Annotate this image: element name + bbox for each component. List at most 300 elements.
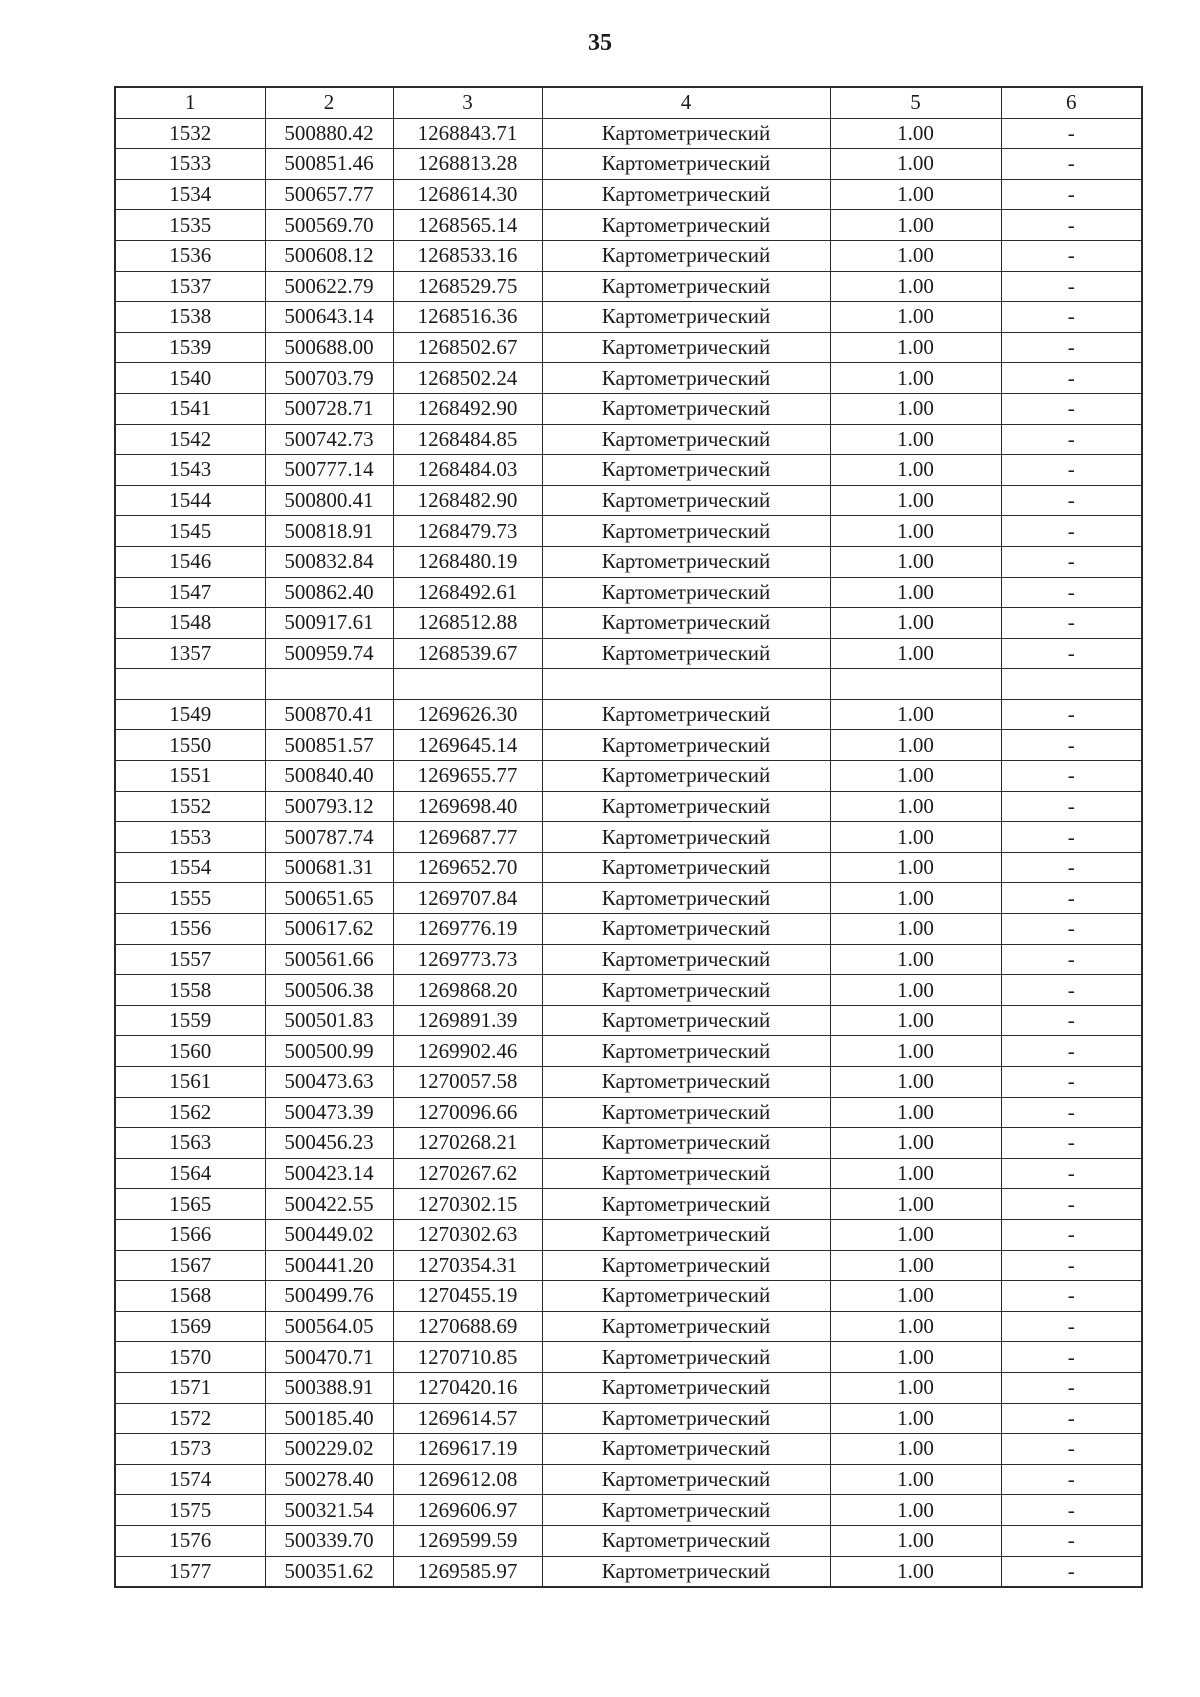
- table-cell: Картометрический: [542, 699, 830, 730]
- table-cell: -: [1001, 1067, 1142, 1098]
- table-cell: 1268484.03: [393, 455, 542, 486]
- table-cell: 1.00: [830, 1097, 1001, 1128]
- table-cell: 500321.54: [265, 1495, 393, 1526]
- table-cell: 1576: [115, 1525, 265, 1556]
- column-header: 4: [542, 87, 830, 118]
- table-cell: 1533: [115, 149, 265, 180]
- table-cell: 500229.02: [265, 1434, 393, 1465]
- table-cell: 1270688.69: [393, 1311, 542, 1342]
- table-cell: [830, 669, 1001, 700]
- table-cell: 500388.91: [265, 1372, 393, 1403]
- table-cell: 1.00: [830, 1219, 1001, 1250]
- table-cell: 1.00: [830, 1372, 1001, 1403]
- table-cell: 1269773.73: [393, 944, 542, 975]
- table-cell: 1569: [115, 1311, 265, 1342]
- table-cell: Картометрический: [542, 852, 830, 883]
- table-cell: 1548: [115, 608, 265, 639]
- table-cell: 1.00: [830, 363, 1001, 394]
- table-row: [115, 240, 1142, 271]
- table-cell: -: [1001, 1372, 1142, 1403]
- table-cell: -: [1001, 1005, 1142, 1036]
- table-cell: 1269652.70: [393, 852, 542, 883]
- table-row: [115, 730, 1142, 761]
- table-cell: 1357: [115, 638, 265, 669]
- table-cell: [265, 669, 393, 700]
- table-cell: Картометрический: [542, 1036, 830, 1067]
- table-cell: Картометрический: [542, 516, 830, 547]
- table-row: [115, 608, 1142, 639]
- table-cell: Картометрический: [542, 1158, 830, 1189]
- table-cell: 1.00: [830, 730, 1001, 761]
- table-cell: 1541: [115, 393, 265, 424]
- table-cell: Картометрический: [542, 1372, 830, 1403]
- table-cell: 500506.38: [265, 975, 393, 1006]
- table-row: [115, 1281, 1142, 1312]
- table-cell: 500777.14: [265, 455, 393, 486]
- table-row: [115, 1372, 1142, 1403]
- page-number: 35: [588, 30, 612, 56]
- table-row: [115, 1495, 1142, 1526]
- table-cell: 1538: [115, 302, 265, 333]
- table-cell: -: [1001, 1097, 1142, 1128]
- table-cell: -: [1001, 1219, 1142, 1250]
- table-cell: 1268484.85: [393, 424, 542, 455]
- table-cell: 1.00: [830, 179, 1001, 210]
- table-cell: 1.00: [830, 302, 1001, 333]
- table-cell: 1552: [115, 791, 265, 822]
- table-cell: 1.00: [830, 852, 1001, 883]
- table-cell: 1268479.73: [393, 516, 542, 547]
- table-cell: 500500.99: [265, 1036, 393, 1067]
- table-cell: Картометрический: [542, 761, 830, 792]
- table-cell: 1559: [115, 1005, 265, 1036]
- table-cell: Картометрический: [542, 1219, 830, 1250]
- table-cell: Картометрический: [542, 210, 830, 241]
- table-cell: 1555: [115, 883, 265, 914]
- column-header: 3: [393, 87, 542, 118]
- table-cell: 1269687.77: [393, 822, 542, 853]
- table-cell: 1535: [115, 210, 265, 241]
- table-cell: 1270096.66: [393, 1097, 542, 1128]
- table-cell: 1553: [115, 822, 265, 853]
- table-row: [115, 914, 1142, 945]
- table-cell: -: [1001, 699, 1142, 730]
- table-cell: 500185.40: [265, 1403, 393, 1434]
- table-cell: 1270302.63: [393, 1219, 542, 1250]
- table-cell: 1534: [115, 179, 265, 210]
- table-cell: 500569.70: [265, 210, 393, 241]
- table-cell: 500423.14: [265, 1158, 393, 1189]
- table-cell: Картометрический: [542, 546, 830, 577]
- table-cell: -: [1001, 1250, 1142, 1281]
- table-cell: 1.00: [830, 1036, 1001, 1067]
- table-cell: 1.00: [830, 1067, 1001, 1098]
- table-row: [115, 179, 1142, 210]
- table-cell: -: [1001, 363, 1142, 394]
- table-cell: 1268480.19: [393, 546, 542, 577]
- table-cell: Картометрический: [542, 1067, 830, 1098]
- table-cell: 1270455.19: [393, 1281, 542, 1312]
- table-cell: 1269698.40: [393, 791, 542, 822]
- table-cell: 1.00: [830, 1434, 1001, 1465]
- table-cell: 500456.23: [265, 1128, 393, 1159]
- table-cell: -: [1001, 730, 1142, 761]
- table-cell: 1560: [115, 1036, 265, 1067]
- table-cell: [393, 669, 542, 700]
- table-cell: Картометрический: [542, 822, 830, 853]
- table-cell: Картометрический: [542, 577, 830, 608]
- table-cell: 500608.12: [265, 240, 393, 271]
- table-cell: 1567: [115, 1250, 265, 1281]
- table-cell: -: [1001, 1525, 1142, 1556]
- table-cell: 1.00: [830, 149, 1001, 180]
- table-cell: 1269868.20: [393, 975, 542, 1006]
- table-cell: Картометрический: [542, 455, 830, 486]
- table-cell: -: [1001, 852, 1142, 883]
- table-cell: 1562: [115, 1097, 265, 1128]
- table-cell: 1551: [115, 761, 265, 792]
- column-header: 5: [830, 87, 1001, 118]
- table-cell: -: [1001, 791, 1142, 822]
- table-cell: Картометрический: [542, 179, 830, 210]
- table-cell: 1539: [115, 332, 265, 363]
- table-cell: 1542: [115, 424, 265, 455]
- table-cell: Картометрический: [542, 1097, 830, 1128]
- table-cell: 1.00: [830, 1281, 1001, 1312]
- table-cell: 500870.41: [265, 699, 393, 730]
- table-row: [115, 1036, 1142, 1067]
- table-cell: Картометрический: [542, 1128, 830, 1159]
- table-cell: -: [1001, 1281, 1142, 1312]
- table-row: [115, 638, 1142, 669]
- table-cell: 500499.76: [265, 1281, 393, 1312]
- table-row: [115, 1342, 1142, 1373]
- coordinates-table: [114, 86, 1143, 1588]
- table-cell: -: [1001, 546, 1142, 577]
- table-cell: 1269612.08: [393, 1464, 542, 1495]
- table-cell: 1549: [115, 699, 265, 730]
- table-cell: 1550: [115, 730, 265, 761]
- table-cell: -: [1001, 822, 1142, 853]
- table-cell: 1546: [115, 546, 265, 577]
- table-cell: 1.00: [830, 638, 1001, 669]
- table-row: [115, 393, 1142, 424]
- table-cell: Картометрический: [542, 393, 830, 424]
- table-cell: 1270302.15: [393, 1189, 542, 1220]
- table-row: [115, 1158, 1142, 1189]
- table-cell: 500880.42: [265, 118, 393, 149]
- table-cell: Картометрический: [542, 883, 830, 914]
- table-cell: Картометрический: [542, 1495, 830, 1526]
- table-cell: 1570: [115, 1342, 265, 1373]
- table-cell: 500470.71: [265, 1342, 393, 1373]
- table-row: [115, 210, 1142, 241]
- table-cell: 500657.77: [265, 179, 393, 210]
- table-cell: 1269707.84: [393, 883, 542, 914]
- table-cell: -: [1001, 302, 1142, 333]
- table-cell: 1269902.46: [393, 1036, 542, 1067]
- table-cell: 500800.41: [265, 485, 393, 516]
- table-cell: -: [1001, 179, 1142, 210]
- table-cell: 500622.79: [265, 271, 393, 302]
- table-cell: 1540: [115, 363, 265, 394]
- table-cell: -: [1001, 393, 1142, 424]
- table-cell: Картометрический: [542, 1281, 830, 1312]
- table-cell: 1.00: [830, 699, 1001, 730]
- table-cell: 1269891.39: [393, 1005, 542, 1036]
- table-cell: 1268512.88: [393, 608, 542, 639]
- table-cell: 500351.62: [265, 1556, 393, 1587]
- table-cell: Картометрический: [542, 363, 830, 394]
- table-cell: Картометрический: [542, 1525, 830, 1556]
- table-row: [115, 944, 1142, 975]
- table-cell: -: [1001, 1342, 1142, 1373]
- table-body: [115, 118, 1142, 1587]
- table-row: [115, 1311, 1142, 1342]
- table-cell: 1.00: [830, 1342, 1001, 1373]
- table-cell: 1269645.14: [393, 730, 542, 761]
- table-cell: 1268614.30: [393, 179, 542, 210]
- table-cell: -: [1001, 1434, 1142, 1465]
- table-cell: Картометрический: [542, 944, 830, 975]
- table-cell: 1568: [115, 1281, 265, 1312]
- table-cell: 1268492.90: [393, 393, 542, 424]
- table-cell: 1.00: [830, 516, 1001, 547]
- table-row: [115, 699, 1142, 730]
- table-cell: 1.00: [830, 1403, 1001, 1434]
- table-header-row: [115, 87, 1142, 118]
- column-header: 6: [1001, 87, 1142, 118]
- table-cell: 1.00: [830, 577, 1001, 608]
- table-row: [115, 1403, 1142, 1434]
- table-cell: 1573: [115, 1434, 265, 1465]
- table-row: [115, 761, 1142, 792]
- table-cell: 1547: [115, 577, 265, 608]
- table-cell: 500422.55: [265, 1189, 393, 1220]
- table-cell: 1544: [115, 485, 265, 516]
- table-cell: 500840.40: [265, 761, 393, 792]
- table-cell: [1001, 669, 1142, 700]
- table-row: [115, 1464, 1142, 1495]
- table-cell: [542, 669, 830, 700]
- table-row: [115, 516, 1142, 547]
- table-cell: 1557: [115, 944, 265, 975]
- table-cell: 1.00: [830, 1556, 1001, 1587]
- table-row: [115, 363, 1142, 394]
- table-cell: 1532: [115, 118, 265, 149]
- table-row: [115, 577, 1142, 608]
- table-row: [115, 546, 1142, 577]
- table-cell: -: [1001, 1036, 1142, 1067]
- table-cell: 1268482.90: [393, 485, 542, 516]
- table-cell: 1571: [115, 1372, 265, 1403]
- table-row: [115, 149, 1142, 180]
- table-cell: -: [1001, 1128, 1142, 1159]
- table-cell: Картометрический: [542, 1189, 830, 1220]
- table-cell: 1269606.97: [393, 1495, 542, 1526]
- table-cell: 1268539.67: [393, 638, 542, 669]
- table-row: [115, 485, 1142, 516]
- table-cell: 1556: [115, 914, 265, 945]
- table-cell: 1.00: [830, 761, 1001, 792]
- table-row: [115, 1556, 1142, 1587]
- table-row: [115, 822, 1142, 853]
- table-cell: 1537: [115, 271, 265, 302]
- table-cell: 500643.14: [265, 302, 393, 333]
- table-cell: 1268492.61: [393, 577, 542, 608]
- table-row: [115, 271, 1142, 302]
- table-cell: 1270710.85: [393, 1342, 542, 1373]
- table-cell: 500851.46: [265, 149, 393, 180]
- table-cell: 1269614.57: [393, 1403, 542, 1434]
- table-cell: 1561: [115, 1067, 265, 1098]
- table-cell: 1564: [115, 1158, 265, 1189]
- table-cell: 1558: [115, 975, 265, 1006]
- table-cell: Картометрический: [542, 1311, 830, 1342]
- table-cell: 1268516.36: [393, 302, 542, 333]
- table-cell: -: [1001, 118, 1142, 149]
- table-cell: 1.00: [830, 608, 1001, 639]
- table-cell: 1270354.31: [393, 1250, 542, 1281]
- table-cell: -: [1001, 1189, 1142, 1220]
- table-cell: 1.00: [830, 975, 1001, 1006]
- table-row: [115, 1250, 1142, 1281]
- table-cell: -: [1001, 1158, 1142, 1189]
- table-cell: 500851.57: [265, 730, 393, 761]
- table-cell: 1.00: [830, 1311, 1001, 1342]
- table-cell: 1270268.21: [393, 1128, 542, 1159]
- table-cell: Картометрический: [542, 1556, 830, 1587]
- table-cell: 500278.40: [265, 1464, 393, 1495]
- table-cell: -: [1001, 1556, 1142, 1587]
- table-cell: 1545: [115, 516, 265, 547]
- table-cell: 500651.65: [265, 883, 393, 914]
- table-row: [115, 302, 1142, 333]
- table-cell: 500832.84: [265, 546, 393, 577]
- table-cell: 1270420.16: [393, 1372, 542, 1403]
- table-cell: Картометрический: [542, 1250, 830, 1281]
- table-cell: 500473.63: [265, 1067, 393, 1098]
- table-cell: Картометрический: [542, 1434, 830, 1465]
- table-cell: -: [1001, 1403, 1142, 1434]
- table-cell: 1543: [115, 455, 265, 486]
- table-cell: -: [1001, 149, 1142, 180]
- table-cell: -: [1001, 761, 1142, 792]
- table-row: [115, 332, 1142, 363]
- table-cell: 1269626.30: [393, 699, 542, 730]
- table-cell: Картометрический: [542, 1464, 830, 1495]
- table-cell: 1.00: [830, 914, 1001, 945]
- table-cell: 1.00: [830, 424, 1001, 455]
- table-cell: Картометрический: [542, 1403, 830, 1434]
- table-cell: -: [1001, 944, 1142, 975]
- table-row: [115, 1097, 1142, 1128]
- table-cell: 1536: [115, 240, 265, 271]
- table-cell: 1.00: [830, 1250, 1001, 1281]
- table-cell: 1269599.59: [393, 1525, 542, 1556]
- table-cell: 1.00: [830, 546, 1001, 577]
- table-cell: 1268813.28: [393, 149, 542, 180]
- table-cell: 1268843.71: [393, 118, 542, 149]
- table-cell: 1270057.58: [393, 1067, 542, 1098]
- table-cell: 1269617.19: [393, 1434, 542, 1465]
- table-cell: 500501.83: [265, 1005, 393, 1036]
- table-cell: -: [1001, 240, 1142, 271]
- table-cell: -: [1001, 638, 1142, 669]
- table-cell: 500818.91: [265, 516, 393, 547]
- table-cell: 1268533.16: [393, 240, 542, 271]
- table-cell: 500959.74: [265, 638, 393, 669]
- table-row: [115, 1525, 1142, 1556]
- table-cell: Картометрический: [542, 302, 830, 333]
- table-row: [115, 852, 1142, 883]
- table-cell: -: [1001, 485, 1142, 516]
- table-cell: 1554: [115, 852, 265, 883]
- table-cell: 1565: [115, 1189, 265, 1220]
- table-row: [115, 424, 1142, 455]
- table-cell: -: [1001, 332, 1142, 363]
- table-cell: -: [1001, 1495, 1142, 1526]
- table-cell: Картометрический: [542, 485, 830, 516]
- table-row: [115, 883, 1142, 914]
- table-cell: [115, 669, 265, 700]
- table-cell: -: [1001, 577, 1142, 608]
- table-cell: 500617.62: [265, 914, 393, 945]
- table-row: [115, 118, 1142, 149]
- table-row: [115, 1189, 1142, 1220]
- table-cell: 1268502.67: [393, 332, 542, 363]
- table-cell: Картометрический: [542, 638, 830, 669]
- table-cell: Картометрический: [542, 975, 830, 1006]
- table-cell: 500793.12: [265, 791, 393, 822]
- table-row: [115, 975, 1142, 1006]
- table-cell: Картометрический: [542, 240, 830, 271]
- table-cell: 1.00: [830, 271, 1001, 302]
- table-cell: -: [1001, 1464, 1142, 1495]
- table-cell: 1.00: [830, 393, 1001, 424]
- table-cell: Картометрический: [542, 118, 830, 149]
- table-row: [115, 1219, 1142, 1250]
- table-row: [115, 1067, 1142, 1098]
- table-cell: 500441.20: [265, 1250, 393, 1281]
- table-cell: 500449.02: [265, 1219, 393, 1250]
- table-cell: 1.00: [830, 1495, 1001, 1526]
- table-cell: Картометрический: [542, 424, 830, 455]
- table-cell: Картометрический: [542, 791, 830, 822]
- table-cell: Картометрический: [542, 149, 830, 180]
- table-cell: Картометрический: [542, 1005, 830, 1036]
- table-cell: 1269585.97: [393, 1556, 542, 1587]
- table-cell: 500688.00: [265, 332, 393, 363]
- table-cell: -: [1001, 883, 1142, 914]
- table-cell: Картометрический: [542, 332, 830, 363]
- table-cell: 500473.39: [265, 1097, 393, 1128]
- table-cell: 1.00: [830, 1464, 1001, 1495]
- column-header: 1: [115, 87, 265, 118]
- table-cell: 1.00: [830, 944, 1001, 975]
- table-cell: 1.00: [830, 1189, 1001, 1220]
- table-cell: -: [1001, 914, 1142, 945]
- table-cell: 500561.66: [265, 944, 393, 975]
- table-cell: 1.00: [830, 210, 1001, 241]
- table-row: [115, 791, 1142, 822]
- table-row: [115, 669, 1142, 700]
- table-cell: 500728.71: [265, 393, 393, 424]
- table-cell: -: [1001, 1311, 1142, 1342]
- table-cell: 1575: [115, 1495, 265, 1526]
- table-cell: 1.00: [830, 1525, 1001, 1556]
- table-cell: Картометрический: [542, 271, 830, 302]
